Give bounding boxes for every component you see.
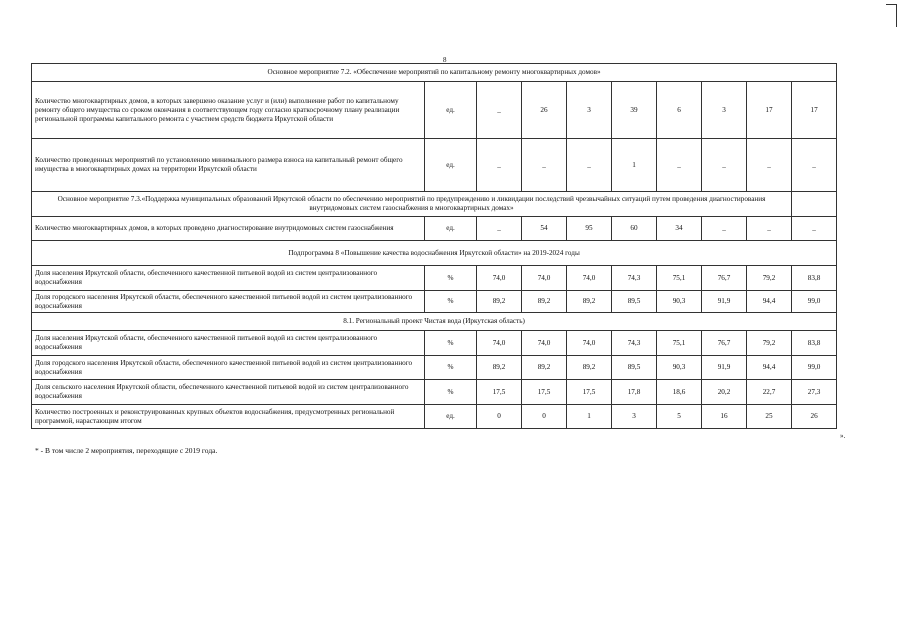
table-row [32, 331, 837, 356]
unit-cell: % [425, 356, 477, 380]
table-row [32, 405, 837, 429]
table-row [32, 139, 837, 192]
value-cell: 54 [522, 217, 567, 241]
unit-cell: ед. [425, 139, 477, 192]
value-cell: 74,0 [477, 266, 522, 291]
value-cell: _ [477, 139, 522, 192]
section-row [32, 192, 837, 217]
value-cell: _ [522, 139, 567, 192]
value-cell: 3 [612, 405, 657, 429]
value-cell: _ [792, 139, 837, 192]
section-title: 8.1. Региональный проект Чистая вода (Иркутская область) [32, 313, 837, 331]
value-cell: 76,7 [702, 331, 747, 356]
value-cell: 25 [747, 405, 792, 429]
value-cell: 39 [612, 82, 657, 139]
value-cell: 17,8 [612, 380, 657, 405]
value-cell: 94,4 [747, 291, 792, 313]
value-cell: 0 [522, 405, 567, 429]
value-cell: 74,0 [522, 331, 567, 356]
unit-cell: % [425, 266, 477, 291]
value-cell: 17,5 [477, 380, 522, 405]
value-cell: 83,8 [792, 266, 837, 291]
value-cell: 94,4 [747, 356, 792, 380]
value-cell: 26 [792, 405, 837, 429]
value-cell: 17,5 [567, 380, 612, 405]
table-row [32, 217, 837, 241]
value-cell: 79,2 [747, 331, 792, 356]
value-cell: 89,2 [522, 291, 567, 313]
value-cell: 91,9 [702, 291, 747, 313]
value-cell: 95 [567, 217, 612, 241]
indicator-name: Доля городского населения Иркутской области, обеспеченного качественной питьевой водой из систем централизованного водоснабжения [32, 291, 425, 313]
value-cell: 74,0 [567, 266, 612, 291]
value-cell: 99,0 [792, 356, 837, 380]
value-cell: _ [702, 217, 747, 241]
section-row [32, 64, 837, 82]
value-cell: 79,2 [747, 266, 792, 291]
value-cell: 90,3 [657, 356, 702, 380]
table-row [32, 266, 837, 291]
corner-mark [886, 4, 897, 27]
section-row [32, 313, 837, 331]
value-cell: 74,3 [612, 266, 657, 291]
section-title: Основное мероприятие 7.2. «Обеспечение мероприятий по капитальному ремонту многоквартирных домов» [32, 64, 837, 82]
value-cell: 3 [702, 82, 747, 139]
value-cell: 74,0 [567, 331, 612, 356]
value-cell: 20,2 [702, 380, 747, 405]
section-title: Подпрограмма 8 «Повышение качества водоснабжения Иркутской области» на 2019-2024 годы [32, 241, 837, 266]
indicator-name: Количество многоквартирных домов, в которых проведено диагностирование внутридомовых систем газоснабжения [32, 217, 425, 241]
value-cell: _ [792, 217, 837, 241]
value-cell: 75,1 [657, 331, 702, 356]
value-cell: 74,0 [477, 331, 522, 356]
closing-quote-mark: ». [840, 432, 846, 440]
value-cell: 6 [657, 82, 702, 139]
value-cell: _ [477, 82, 522, 139]
value-cell: 89,5 [612, 291, 657, 313]
value-cell: 90,3 [657, 291, 702, 313]
value-cell: 74,0 [522, 266, 567, 291]
value-cell: 83,8 [792, 331, 837, 356]
value-cell: 3 [567, 82, 612, 139]
indicator-name: Доля населения Иркутской области, обеспеченного качественной питьевой водой из систем централизованного водоснабжения [32, 266, 425, 291]
value-cell: 60 [612, 217, 657, 241]
value-cell: _ [567, 139, 612, 192]
value-cell: 74,3 [612, 331, 657, 356]
value-cell: 27,3 [792, 380, 837, 405]
unit-cell: ед. [425, 405, 477, 429]
value-cell: 75,1 [657, 266, 702, 291]
value-cell: 89,2 [567, 291, 612, 313]
value-cell: 99,0 [792, 291, 837, 313]
value-cell: _ [657, 139, 702, 192]
value-cell: 89,2 [477, 291, 522, 313]
section-title: Основное мероприятие 7.3.«Поддержка муниципальных образований Иркутской области по обеспечению мероприятий по предупреждению и ликвидации последствий чрезвычайных ситуаций путем проведения диагностирования внутридомовых систем газоснабжения в многоквартирных домах» [32, 192, 792, 217]
value-cell: 89,2 [477, 356, 522, 380]
indicators-table [31, 63, 837, 429]
indicator-name: Количество многоквартирных домов, в которых завершено оказание услуг и (или) выполнение работ по капитальному ремонту общего имущества со сроком окончания в соответствующем году согласно краткосрочному плану реализации региональной программы капитального ремонта с участием средств бюджета Иркутской области [32, 82, 425, 139]
value-cell: 89,2 [567, 356, 612, 380]
value-cell: 17 [792, 82, 837, 139]
value-cell: 89,2 [522, 356, 567, 380]
value-cell: _ [702, 139, 747, 192]
value-cell: 1 [612, 139, 657, 192]
table-row [32, 82, 837, 139]
value-cell: 22,7 [747, 380, 792, 405]
table-row [32, 380, 837, 405]
value-cell: 0 [477, 405, 522, 429]
value-cell: 18,6 [657, 380, 702, 405]
unit-cell: ед. [425, 217, 477, 241]
value-cell: _ [477, 217, 522, 241]
unit-cell: % [425, 331, 477, 356]
value-cell: 26 [522, 82, 567, 139]
value-cell: 91,9 [702, 356, 747, 380]
indicator-name: Доля городского населения Иркутской области, обеспеченного качественной питьевой водой из систем централизованного водоснабжения [32, 356, 425, 380]
value-cell: 17 [747, 82, 792, 139]
value-cell: 76,7 [702, 266, 747, 291]
value-cell: 5 [657, 405, 702, 429]
unit-cell: ед. [425, 82, 477, 139]
section-row [32, 241, 837, 266]
value-cell: _ [747, 139, 792, 192]
value-cell: 17,5 [522, 380, 567, 405]
table-row [32, 291, 837, 313]
unit-cell: % [425, 291, 477, 313]
footnote: * - В том числе 2 мероприятия, переходящие с 2019 года. [35, 446, 218, 455]
empty-cell [792, 192, 837, 217]
indicator-name: Доля сельского населения Иркутской области, обеспеченного качественной питьевой водой из систем централизованного водоснабжения [32, 380, 425, 405]
value-cell: 16 [702, 405, 747, 429]
page-number: 8 [443, 56, 447, 64]
unit-cell: % [425, 380, 477, 405]
indicator-name: Количество построенных и реконструированных крупных объектов водоснабжения, предусмотренных региональной программой, нарастающим итогом [32, 405, 425, 429]
indicator-name: Количество проведенных мероприятий по установлению минимального размера взноса на капитальный ремонт общего имущества в многоквартирных домах на территории Иркутской области [32, 139, 425, 192]
value-cell: 34 [657, 217, 702, 241]
value-cell: _ [747, 217, 792, 241]
value-cell: 1 [567, 405, 612, 429]
indicator-name: Доля населения Иркутской области, обеспеченного качественной питьевой водой из систем централизованного водоснабжения [32, 331, 425, 356]
table-row [32, 356, 837, 380]
value-cell: 89,5 [612, 356, 657, 380]
